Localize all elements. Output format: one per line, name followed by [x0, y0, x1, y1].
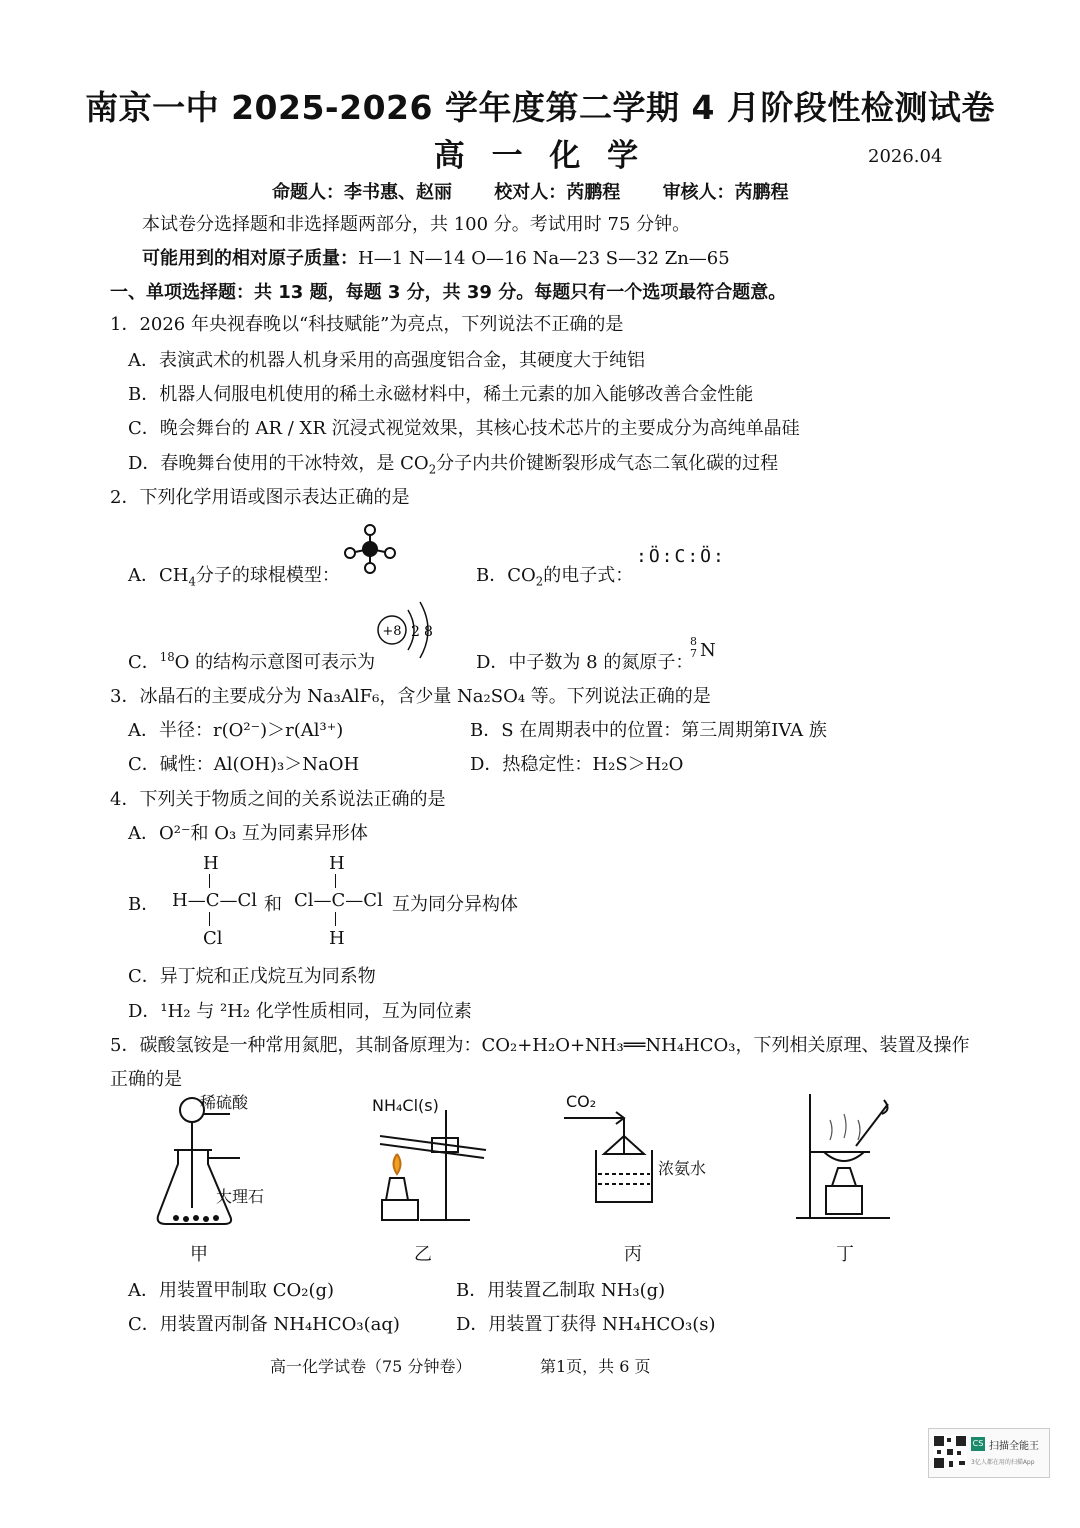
- q1-stem: 1．2026 年央视春晚以“科技赋能”为亮点，下列说法不正确的是: [110, 314, 624, 335]
- q2-option-c: C．$^{18}$O 的结构示意图可表示为: [128, 650, 376, 673]
- mol2-bond-up: [335, 874, 336, 888]
- scanner-watermark: [928, 1428, 1050, 1478]
- scanner-tagline: 3亿人都在用的扫描App: [971, 1459, 1035, 1466]
- q4-option-d: D．¹H₂ 与 ²H₂ 化学性质相同，互为同位素: [128, 1001, 472, 1022]
- apparatus-ding: [790, 1090, 900, 1230]
- q5-option-a: A．用装置甲制取 CO₂(g): [128, 1280, 335, 1301]
- mol1-top: H: [203, 853, 219, 874]
- atomic-mass-line: [142, 244, 730, 270]
- mol1-bottom: Cl: [203, 928, 223, 949]
- q3-option-a: A．半径：r(O²⁻)＞r(Al³⁺): [128, 720, 344, 741]
- q3-option-b: B．S 在周期表中的位置：第三周期第IVA 族: [470, 720, 827, 741]
- intro-note: 本试卷分选择题和非选择题两部分，共 100 分。考试用时 75 分钟。: [142, 214, 691, 235]
- q5-option-d: D．用装置丁获得 NH₄HCO₃(s): [456, 1314, 716, 1335]
- footer-page: 第1页，共 6 页: [540, 1357, 651, 1376]
- mol1-main: H—C—Cl: [172, 890, 257, 911]
- q2-option-a: A．$CH_4$分子的球棍模型：: [128, 565, 340, 589]
- label-dilute-sulfuric-acid: 稀硫酸: [200, 1093, 249, 1112]
- label-concentrated-ammonia: 浓氨水: [658, 1159, 707, 1178]
- staff-line: [272, 178, 825, 204]
- q2-stem: 2．下列化学用语或图示表达正确的是: [110, 487, 410, 508]
- apparatus-name-ding: 丁: [836, 1244, 854, 1265]
- nitrogen-symbol: N: [700, 640, 716, 661]
- q3-option-c: C．碱性：Al(OH)₃＞NaOH: [128, 754, 360, 775]
- reviewer: 审核人：芮鹏程: [662, 182, 789, 203]
- mol1-bond-up: [209, 874, 210, 888]
- co2-electron-formula: :Ö:C:Ö:: [636, 546, 726, 567]
- nitrogen-nuclide-numbers: 8 7: [690, 635, 697, 660]
- shell1-electrons: 2: [411, 624, 420, 640]
- exam-title: 南京一中 2025-2026 学年度第二学期 4 月阶段性检测试卷: [85, 88, 995, 127]
- mol2-bond-down: [335, 912, 336, 926]
- label-carbon-dioxide: CO₂: [566, 1092, 597, 1111]
- ch4-ball-stick-model: [340, 522, 400, 576]
- q1-option-c: C．晚会舞台的 AR / XR 沉浸式视觉效果，其核心技术芯片的主要成分为高纯单晶硅: [128, 418, 800, 439]
- apparatus-bing: [560, 1100, 680, 1210]
- exam-date: 2026.04: [868, 146, 943, 167]
- section-heading: 一、单项选择题：共 13 题，每题 3 分，共 39 分。每题只有一个选项最符合题意。: [110, 282, 787, 303]
- q5-option-b: B．用装置乙制取 NH₃(g): [456, 1280, 666, 1301]
- q4-option-b-label: B．: [128, 894, 160, 915]
- q1-option-b: B．机器人伺服电机使用的稀土永磁材料中，稀土元素的加入能够改善合金性能: [128, 384, 754, 405]
- q4-option-c: C．异丁烷和正戊烷互为同系物: [128, 966, 376, 987]
- qr-code-icon: [933, 1435, 967, 1469]
- q5-option-c: C．用装置丙制备 NH₄HCO₃(aq): [128, 1314, 400, 1335]
- q2-option-d: D．中子数为 8 的氮原子：: [476, 652, 694, 673]
- mol2-main: Cl—C—Cl: [294, 890, 383, 911]
- scanner-badge: CS: [971, 1437, 985, 1451]
- apparatus-name-yi: 乙: [414, 1244, 432, 1265]
- mol2-bottom: H: [329, 928, 345, 949]
- q4-stem: 4．下列关于物质之间的关系说法正确的是: [110, 789, 446, 810]
- subject-title: 高 一 化 学: [433, 138, 647, 174]
- q1-option-d: D．春晚舞台使用的干冰特效，是 $CO_2$分子内共价键断裂形成气态二氧化碳的过程: [128, 453, 779, 477]
- q4-option-b-tail: 互为同分异构体: [392, 894, 518, 915]
- q5-stem-line1: 5．碳酸氢铵是一种常用氮肥，其制备原理为：CO₂+H₂O+NH₃══NH₄HCO₃，下列相关原理、装置及操作: [110, 1035, 970, 1056]
- apparatus-name-bing: 丙: [624, 1244, 642, 1265]
- apparatus-yi: [360, 1110, 490, 1230]
- q3-stem: 3．冰晶石的主要成分为 Na₃AlF₆，含少量 Na₂SO₄ 等。下列说法正确的是: [110, 686, 711, 707]
- nucleus-charge: +8: [382, 624, 402, 639]
- q1-option-a: A．表演武术的机器人机身采用的高强度铝合金，其硬度大于纯铝: [128, 350, 645, 371]
- atomic-mass-values: H—1 N—14 O—16 Na—23 S—32 Zn—65: [358, 248, 730, 269]
- shell2-electrons: 8: [424, 624, 433, 640]
- q2-option-b: B．$CO_2$的电子式：: [476, 565, 634, 589]
- label-marble: 大理石: [216, 1187, 265, 1206]
- author: 命题人：李书惠、赵丽: [272, 182, 452, 203]
- mol2-top: H: [329, 853, 345, 874]
- label-ammonium-chloride: NH₄Cl(s): [372, 1096, 439, 1115]
- q5-stem-line2: 正确的是: [110, 1069, 182, 1090]
- proofreader: 校对人：芮鹏程: [494, 182, 621, 203]
- footer-left: 高一化学试卷（75 分钟卷）: [270, 1357, 472, 1376]
- and-word: 和: [264, 894, 282, 915]
- mol1-bond-down: [209, 912, 210, 926]
- q3-option-d: D．热稳定性：H₂S＞H₂O: [470, 754, 684, 775]
- apparatus-name-jia: 甲: [190, 1244, 208, 1265]
- q4-option-a: A．O²⁻和 O₃ 互为同素异形体: [128, 823, 368, 844]
- scanner-app-name: 扫描全能王: [989, 1441, 1039, 1452]
- atomic-mass-label: 可能用到的相对原子质量：: [142, 248, 358, 269]
- o18-atomic-structure-diagram: [372, 596, 442, 664]
